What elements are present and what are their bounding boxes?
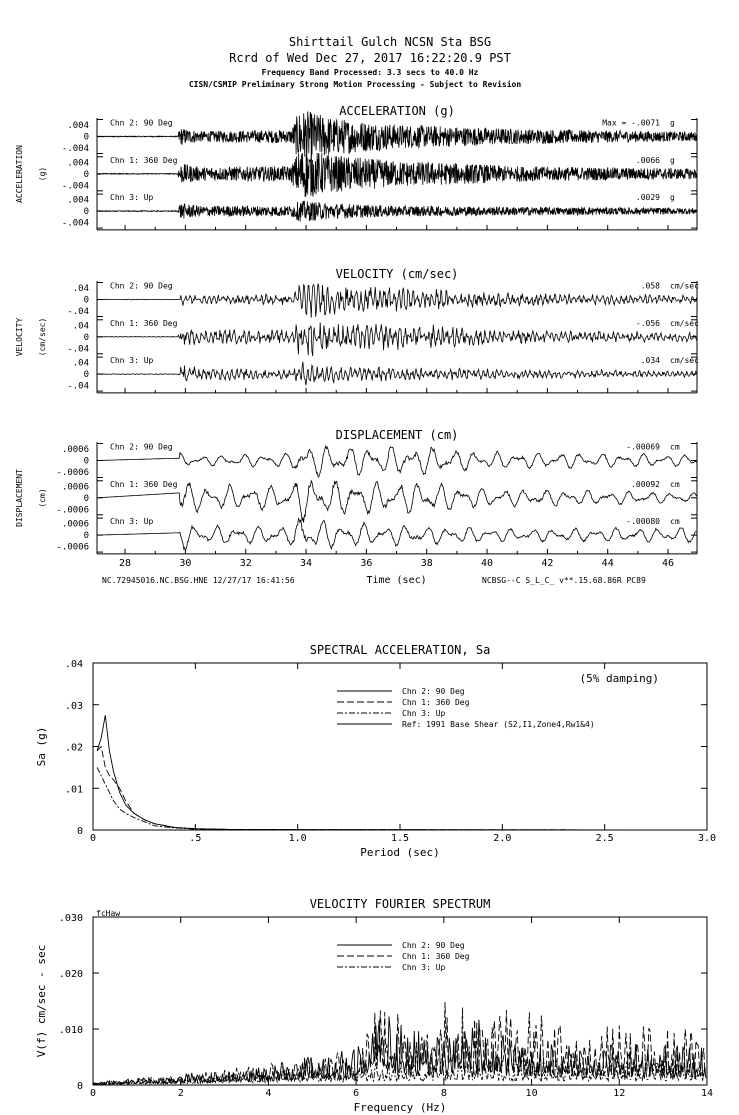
waveform-trace: [97, 151, 697, 197]
peak-value: -.00069: [626, 442, 660, 452]
y-tick-label: .004: [67, 158, 89, 169]
peak-value: .058: [640, 281, 660, 291]
y-tick-label: 0: [83, 295, 89, 306]
frequency-band: Frequency Band Processed: 3.3 secs to 40.0 Hz: [261, 68, 479, 77]
waveform-trace: [97, 281, 699, 318]
x-tick-label: .5: [189, 833, 202, 844]
y-tick-label: .01: [64, 784, 83, 796]
x-tick-label: 30: [179, 557, 192, 569]
peak-value: .0029: [635, 193, 660, 203]
x-tick-label: 4: [265, 1088, 272, 1099]
y-tick-label: .03: [64, 700, 83, 712]
x-tick-label: 36: [360, 557, 373, 569]
x-axis-label: Frequency (Hz): [353, 1101, 447, 1114]
x-axis-label: Time (sec): [366, 574, 427, 586]
record-title: Rcrd of Wed Dec 27, 2017 16:22:20.9 PST: [229, 51, 511, 65]
legend-label: Chn 3: Up: [402, 963, 446, 972]
plot-title: VELOCITY FOURIER SPECTRUM: [309, 897, 491, 911]
y-tick-label: 0: [83, 207, 89, 218]
y-tick-label: .04: [64, 659, 83, 670]
plot-frame: [93, 663, 707, 830]
x-tick-label: 38: [420, 557, 433, 569]
y-tick-label: 0: [83, 169, 89, 180]
spectral-acceleration-plot: [35, 643, 716, 859]
station-title: Shirttail Gulch NCSN Sta BSG: [288, 35, 492, 49]
x-tick-label: 44: [601, 557, 614, 569]
x-tick-label: 2.5: [595, 833, 614, 844]
y-tick-label: 0: [76, 826, 83, 837]
legend-label: Chn 2: 90 Deg: [402, 687, 465, 696]
panel-title: DISPLACEMENT (cm): [335, 428, 459, 442]
x-tick-label: 14: [700, 1088, 714, 1099]
y-tick-label: .04: [72, 321, 89, 332]
waveform-trace: [97, 322, 697, 356]
channel-label: Chn 2: 90 Deg: [110, 281, 173, 291]
panel-yunit: (cm): [38, 488, 47, 508]
waveform-trace: [97, 481, 697, 523]
panel-title: VELOCITY (cm/sec): [335, 267, 459, 281]
y-tick-label: 0: [83, 456, 89, 467]
peak-value: Max = -.0071: [602, 118, 660, 128]
x-tick-label: 0: [89, 833, 97, 844]
peak-unit: cm/sec: [670, 318, 699, 328]
peak-unit: cm/sec: [670, 356, 699, 366]
x-tick-label: 2.0: [493, 833, 512, 844]
y-tick-label: 0: [76, 1081, 83, 1092]
y-axis-label: V(f) cm/sec - sec: [35, 944, 48, 1058]
y-tick-label: .030: [58, 913, 83, 924]
panel-vel: [15, 267, 699, 393]
panel-title: ACCELERATION (g): [339, 104, 455, 118]
x-tick-label: 34: [300, 557, 313, 569]
waveform-trace: [97, 201, 697, 222]
x-tick-label: 12: [613, 1088, 626, 1099]
panel-ylabel: ACCELERATION: [15, 145, 24, 203]
legend-label: Chn 3: Up: [402, 709, 446, 718]
y-tick-label: .004: [67, 121, 89, 131]
x-tick-label: 42: [541, 557, 554, 569]
footer-left: NC.72945016.NC.BSG.HNE 12/27/17 16:41:56: [102, 576, 295, 585]
peak-unit: g: [670, 193, 675, 203]
y-tick-label: .0006: [61, 482, 89, 493]
spectrum-curve: [97, 715, 707, 830]
y-tick-label: 0: [83, 332, 89, 343]
y-tick-label: -.0006: [56, 505, 89, 516]
y-tick-label: 0: [83, 370, 89, 381]
y-tick-label: 0: [83, 132, 89, 143]
y-tick-label: -.04: [67, 307, 89, 317]
peak-value: -.056: [635, 318, 660, 328]
peak-unit: g: [670, 155, 675, 165]
waveform-trace: [97, 362, 697, 386]
y-tick-label: .020: [58, 969, 83, 980]
x-tick-label: 32: [239, 557, 252, 569]
y-tick-label: -.0006: [56, 468, 89, 478]
panel-yunit: (cm/sec): [38, 317, 47, 357]
y-tick-label: -.004: [61, 218, 89, 229]
channel-label: Chn 3: Up: [110, 517, 154, 527]
y-tick-label: 0: [83, 531, 89, 542]
y-tick-label: -.004: [61, 181, 89, 192]
y-tick-label: -.04: [67, 344, 89, 355]
panel-accel: [15, 104, 697, 230]
y-tick-label: .004: [67, 195, 89, 206]
channel-label: Chn 1: 360 Deg: [110, 318, 178, 328]
channel-label: Chn 3: Up: [110, 193, 154, 203]
peak-unit: cm: [670, 442, 680, 452]
channel-label: Chn 3: Up: [110, 356, 154, 366]
legend-label: Chn 1: 360 Deg: [402, 952, 470, 961]
spectrum-curve: [97, 747, 707, 831]
channel-label: Chn 1: 360 Deg: [110, 155, 178, 165]
x-axis-label: Period (sec): [360, 846, 440, 859]
y-tick-label: .0006: [61, 445, 89, 455]
peak-unit: cm: [670, 517, 680, 527]
panel-ylabel: VELOCITY: [15, 317, 24, 357]
peak-value: -.00080: [626, 517, 660, 527]
plot-title: SPECTRAL ACCELERATION, Sa: [309, 643, 491, 657]
legend-label: Chn 2: 90 Deg: [402, 941, 465, 950]
y-tick-label: .02: [64, 742, 83, 754]
peak-unit: cm: [670, 479, 680, 489]
y-tick-label: -.004: [61, 144, 89, 154]
peak-value: .034: [640, 356, 660, 366]
x-tick-label: 1.5: [390, 833, 410, 844]
y-tick-label: .0006: [61, 519, 89, 530]
panel-yunit: (g): [38, 166, 47, 182]
y-tick-label: 0: [83, 493, 89, 504]
waveform-trace: [97, 446, 697, 477]
fourier-spectrum-plot: [35, 897, 713, 1114]
legend-label: Ref: 1991 Base Shear (S2,I1,Zone4,Rw1&4): [402, 720, 595, 729]
y-tick-label: -.0006: [56, 542, 89, 553]
legend-label: Chn 1: 360 Deg: [402, 698, 470, 707]
x-tick-label: 3.0: [697, 833, 717, 844]
peak-unit: cm/sec: [670, 281, 699, 291]
x-tick-label: 40: [481, 557, 494, 569]
y-tick-label: .010: [58, 1025, 83, 1036]
channel-label: Chn 2: 90 Deg: [110, 442, 173, 452]
x-tick-label: 10: [525, 1088, 538, 1099]
y-tick-label: -.04: [67, 381, 89, 392]
x-tick-label: 8: [440, 1088, 447, 1099]
disclaimer: CISN/CSMIP Preliminary Strong Motion Processing - Subject to Revision: [188, 80, 522, 89]
x-tick-label: 1.0: [288, 833, 307, 844]
x-tick-label: 0: [89, 1088, 97, 1099]
panel-ylabel: DISPLACEMENT: [15, 469, 24, 527]
panel-disp: [15, 428, 697, 586]
spectrum-curve: [97, 767, 707, 830]
y-axis-label: Sa (g): [35, 726, 48, 767]
x-tick-label: 46: [662, 557, 675, 569]
channel-label: Chn 1: 360 Deg: [110, 479, 178, 489]
x-tick-label: 28: [119, 557, 132, 569]
x-tick-label: 2: [177, 1088, 184, 1099]
y-tick-label: .04: [72, 358, 89, 369]
peak-value: .00092: [631, 479, 660, 489]
waveform-trace: [97, 519, 697, 551]
peak-value: .0066: [635, 155, 660, 165]
corner-label: fcHaw: [96, 909, 121, 918]
peak-unit: g: [670, 118, 675, 128]
footer-right: NCBSG--C S_L_C_ v**.15.68.86R PC89: [482, 576, 646, 585]
channel-label: Chn 2: 90 Deg: [110, 118, 173, 128]
damping-note: (5% damping): [579, 672, 659, 685]
y-tick-label: .04: [72, 284, 89, 294]
x-tick-label: 6: [353, 1088, 360, 1099]
